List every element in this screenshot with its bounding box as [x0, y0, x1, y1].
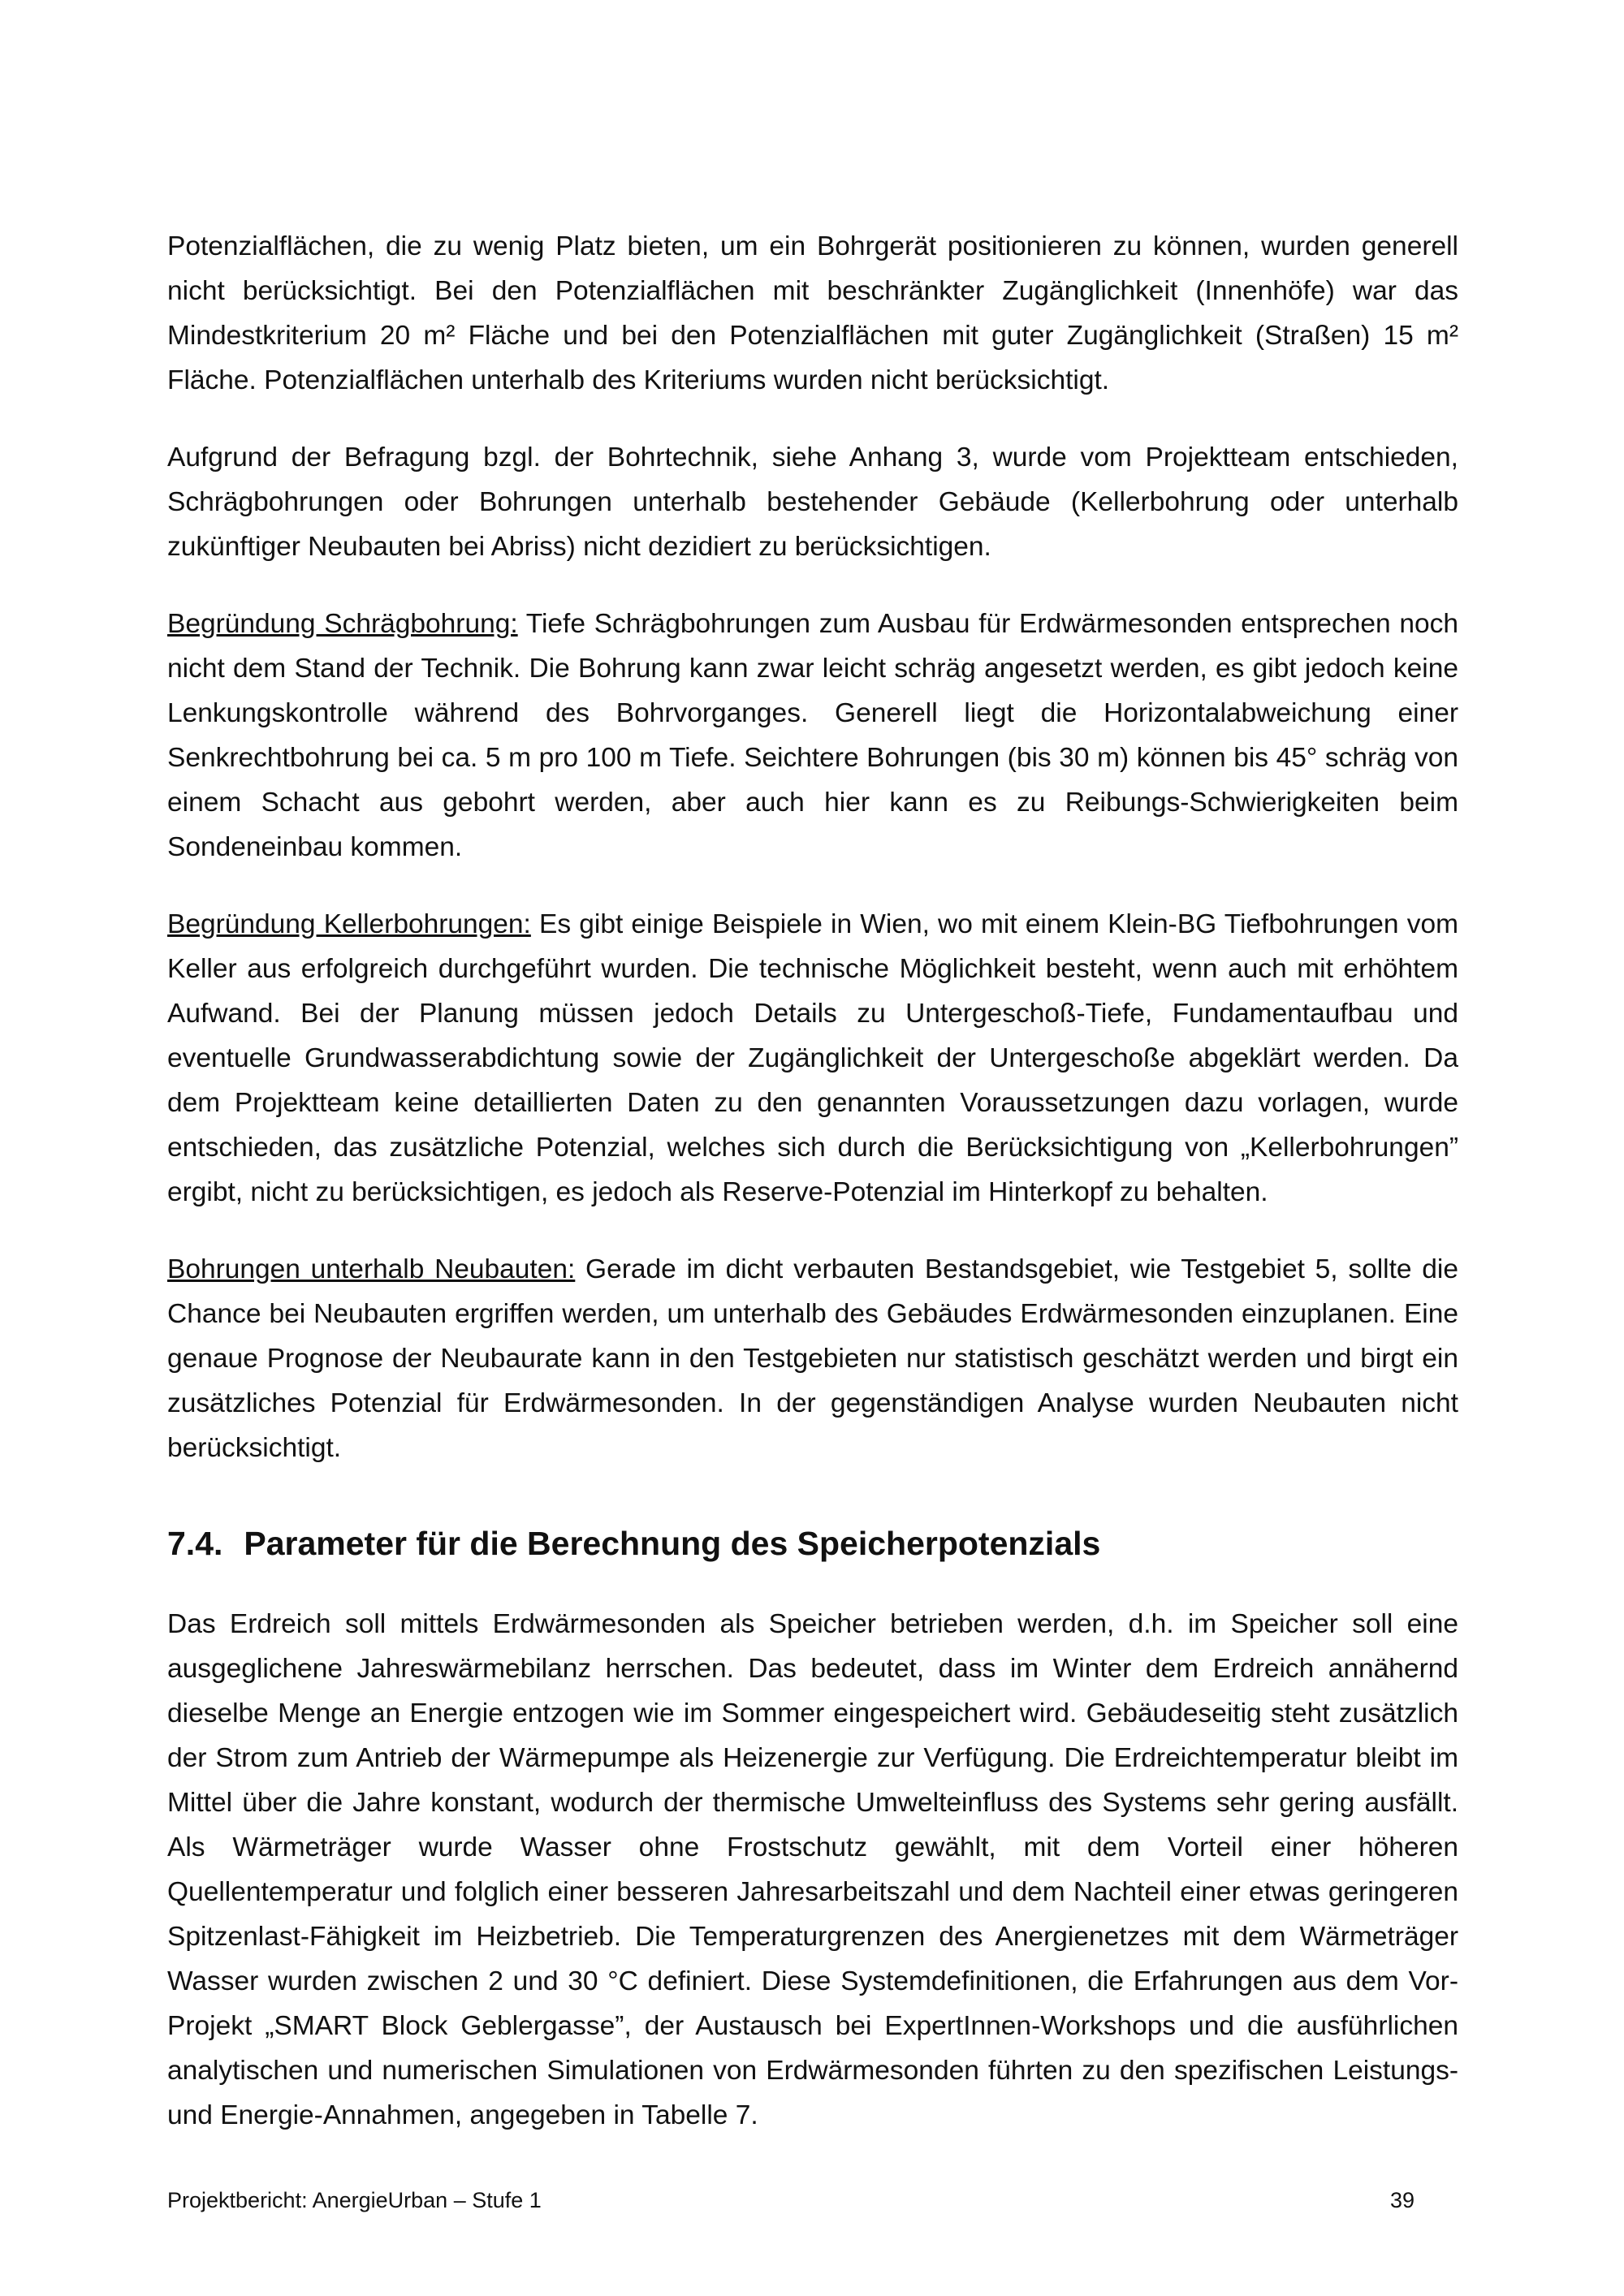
page-number: 39: [1389, 2188, 1415, 2212]
page-content: [167, 224, 1458, 2170]
paragraph-label: Begründung Kellerbohrungen:: [167, 909, 531, 939]
paragraph-text: Potenzialflächen, die zu wenig Platz bieten, um ein Bohrgerät positionieren zu können, wurden generell nicht berücksichtigt. Bei den Potenzialflächen mit beschränkter Zugänglichkeit (Innenhöfe) war das Mindestkriterium 20 m² Fläche und bei den Potenzialflächen mit guter Zugänglichkeit (Straßen) 15 m² Fläche. Potenzialflächen unterhalb des Kriteriums wurden nicht berücksichtigt.: [167, 231, 1458, 395]
paragraph-text: Tiefe Schrägbohrungen zum Ausbau für Erdwärmesonden entsprechen noch nicht dem Stand der Technik. Die Bohrung kann zwar leicht schräg angesetzt werden, es gibt jedoch keine Lenkungskontrolle während des Bohrvorganges. Generell liegt die Horizontalabweichung einer Senkrechtbohrung bei ca. 5 m pro 100 m Tiefe. Seichtere Bohrungen (bis 30 m) können bis 45° schräg von einem Schacht aus gebohrt werden, aber auch hier kann es zu Reibungs-Schwierigkeiten beim Sondeneinbau kommen.: [167, 609, 1458, 862]
paragraph-label: Begründung Schrägbohrung:: [167, 609, 518, 639]
section-number: 7.4.: [167, 1525, 223, 1562]
page-footer: [167, 2186, 1415, 2215]
paragraph-speicher: [167, 1602, 1458, 2138]
section-heading: [167, 1521, 1458, 1566]
footer-title: Projektbericht: AnergieUrban – Stufe 1: [167, 2188, 542, 2212]
paragraph-kellerbohrungen: [167, 902, 1458, 1215]
paragraph-bohrtechnik: [167, 435, 1458, 569]
section-title: Parameter für die Berechnung des Speicherpotenzials: [244, 1525, 1101, 1562]
paragraph-potenzialflaechen: [167, 224, 1458, 403]
paragraph-text: Es gibt einige Beispiele in Wien, wo mit einem Klein-BG Tiefbohrungen vom Keller aus erfolgreich durchgeführt wurden. Die technische Möglichkeit besteht, wenn auch mit erhöhtem Aufwand. Bei der Planung müssen jedoch Details zu Untergeschoß-Tiefe, Fundamentaufbau und eventuelle Grundwasserabdichtung sowie der Zugänglichkeit der Untergeschoße abgeklärt werden. Da dem Projektteam keine detaillierten Daten zu den genannten Voraussetzungen dazu vorlagen, wurde entschieden, das zusätzliche Potenzial, welches sich durch die Berücksichtigung von „Kellerbohrungen” ergibt, nicht zu berücksichtigen, es jedoch als Reserve-Potenzial im Hinterkopf zu behalten.: [167, 909, 1458, 1207]
paragraph-label: Bohrungen unterhalb Neubauten:: [167, 1254, 576, 1284]
paragraph-text: Gerade im dicht verbauten Bestandsgebiet, wie Testgebiet 5, sollte die Chance bei Neubauten ergriffen werden, um unterhalb des Gebäudes Erdwärmesonden einzuplanen. Eine genaue Prognose der Neubaurate kann in den Testgebieten nur statistisch geschätzt werden und birgt ein zusätzliches Potenzial für Erdwärmesonden. In der gegenständigen Analyse wurden Neubauten nicht berücksichtigt.: [167, 1254, 1458, 1463]
paragraph-text: Aufgrund der Befragung bzgl. der Bohrtechnik, siehe Anhang 3, wurde vom Projektteam entschieden, Schrägbohrungen oder Bohrungen unterhalb bestehender Gebäude (Kellerbohrung oder unterhalb zukünftiger Neubauten bei Abriss) nicht dezidiert zu berücksichtigen.: [167, 442, 1458, 562]
paragraph-schraegbohrung: [167, 602, 1458, 870]
paragraph-neubauten: [167, 1247, 1458, 1470]
paragraph-text: Das Erdreich soll mittels Erdwärmesonden als Speicher betrieben werden, d.h. im Speicher soll eine ausgeglichene Jahreswärmebilanz herrschen. Das bedeutet, dass im Winter dem Erdreich annähernd dieselbe Menge an Energie entzogen wie im Sommer eingespeichert wird. Gebäudeseitig steht zusätzlich der Strom zum Antrieb der Wärmepumpe als Heizenergie zur Verfügung. Die Erdreichtemperatur bleibt im Mittel über die Jahre konstant, wodurch der thermische Umwelteinfluss des Systems sehr gering ausfällt. Als Wärmeträger wurde Wasser ohne Frostschutz gewählt, mit dem Vorteil einer höheren Quellentemperatur und folglich einer besseren Jahresarbeitszahl und dem Nachteil einer etwas geringeren Spitzenlast-Fähigkeit im Heizbetrieb. Die Temperaturgrenzen des Anergienetzes mit dem Wärmeträger Wasser wurden zwischen 2 und 30 °C definiert. Diese Systemdefinitionen, die Erfahrungen aus dem Vor-Projekt „SMART Block Geblergasse”, der Austausch bei ExpertInnen-Workshops und die ausführlichen analytischen und numerischen Simulationen von Erdwärmesonden führten zu den spezifischen Leistungs- und Energie-Annahmen, angegeben in Tabelle 7.: [167, 1609, 1458, 2130]
